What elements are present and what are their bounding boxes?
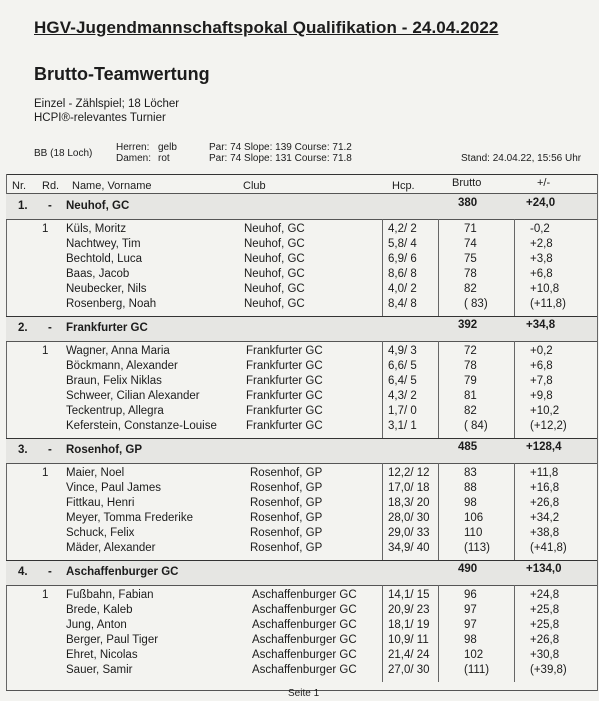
document-subtitle: Brutto-Teamwertung [34,64,210,84]
player-diff: (+41,8) [530,542,567,554]
column-divider [514,463,515,560]
player-club: Frankfurter GC [246,375,323,387]
player-club: Aschaffenburger GC [252,649,357,661]
player-name: Maier, Noel [66,467,125,479]
player-club: Neuhof, GC [244,238,305,250]
player-club: Rosenhof, GP [250,467,323,479]
player-diff: +6,8 [530,360,553,372]
player-name: Schweer, Cilian Alexander [66,390,200,402]
team-rank: 3. [18,444,28,456]
player-name: Bechtold, Luca [66,253,143,265]
player-diff: +25,8 [530,619,560,631]
header-diff: +/- [537,177,551,189]
team-name: Rosenhof, GP [66,444,143,456]
player-brutto: 88 [464,482,477,494]
player-brutto: ( 83) [464,298,488,310]
team-header-rule [6,219,597,220]
player-diff: +30,8 [530,649,560,661]
damen-rating: Par: 74 Slope: 131 Course: 71.8 [209,153,352,164]
player-club: Frankfurter GC [246,345,323,357]
player-diff: +10,2 [530,405,560,417]
player-hcp: 10,9/ 11 [388,634,429,646]
player-hcp: 6,4/ 5 [388,375,417,387]
player-name: Fittkau, Henri [66,497,135,509]
player-round: 1 [42,345,49,357]
player-name: Keferstein, Constanze-Louise [66,420,217,432]
player-name: Vince, Paul James [66,482,162,494]
team-total: 392 [458,319,478,331]
player-name: Braun, Felix Niklas [66,375,162,387]
team-diff: +128,4 [526,441,562,453]
player-hcp: 1,7/ 0 [388,405,417,417]
herren-rating: Par: 74 Slope: 139 Course: 71.2 [209,142,352,153]
player-hcp: 8,6/ 8 [388,268,417,280]
player-hcp: 8,4/ 8 [388,298,417,310]
player-name: Ehret, Nicolas [66,649,138,661]
player-hcp: 14,1/ 15 [388,589,430,601]
player-club: Neuhof, GC [244,268,305,280]
header-hcp: Hcp. [392,180,415,192]
team-rank: 2. [18,322,28,334]
player-name: Küls, Moritz [66,223,127,235]
player-club: Frankfurter GC [246,405,323,417]
player-diff: +3,8 [530,253,553,265]
player-hcp: 5,8/ 4 [388,238,417,250]
format-info: Einzel - Zählspiel; 18 Löcher [34,98,180,110]
player-hcp: 17,0/ 18 [388,482,430,494]
player-diff: +2,8 [530,238,553,250]
player-diff: +11,8 [530,467,559,479]
team-rank: 4. [18,566,28,578]
team-rank: 1. [18,200,28,212]
column-divider [438,585,439,682]
player-hcp: 4,3/ 2 [388,390,417,402]
player-diff: (+11,8) [530,298,566,310]
team-diff: +134,0 [526,563,562,575]
player-brutto: 106 [464,512,484,524]
player-diff: (+12,2) [530,420,567,432]
hcpi-info: HCPI®-relevantes Turnier [34,112,166,124]
header-brutto: Brutto [452,177,482,189]
player-brutto: 78 [464,268,477,280]
player-club: Rosenhof, GP [250,482,323,494]
player-diff: +16,8 [530,482,560,494]
player-diff: +9,8 [530,390,553,402]
herren-tee: gelb [158,142,177,153]
team-diff: +24,0 [526,197,556,209]
player-club: Aschaffenburger GC [252,619,357,631]
player-diff: +25,8 [530,604,560,616]
player-hcp: 6,6/ 5 [388,360,417,372]
team-separator [6,316,597,317]
player-hcp: 3,1/ 1 [388,420,417,432]
document-title: HGV-Jugendmannschaftspokal Qualifikation - 24.04.2022 [34,18,499,37]
team-dash: - [48,566,52,578]
team-separator [6,438,597,439]
player-brutto: 82 [464,405,477,417]
player-brutto: 74 [464,238,477,250]
player-hcp: 4,0/ 2 [388,283,417,295]
player-club: Rosenhof, GP [250,512,323,524]
player-brutto: 79 [464,375,477,387]
player-club: Aschaffenburger GC [252,664,357,676]
table-right-border [597,174,598,691]
team-total: 380 [458,197,478,209]
player-round: 1 [42,223,49,235]
player-club: Rosenhof, GP [250,527,323,539]
stand-timestamp: Stand: 24.04.22, 15:56 Uhr [461,153,582,164]
player-hcp: 27,0/ 30 [388,664,430,676]
player-hcp: 4,2/ 2 [388,223,417,235]
player-diff: -0,2 [530,223,550,235]
column-divider [382,341,383,438]
player-brutto: 102 [464,649,484,661]
column-divider [382,463,383,560]
team-total: 490 [458,563,478,575]
column-divider [382,585,383,682]
player-brutto: 75 [464,253,477,265]
player-hcp: 20,9/ 23 [388,604,430,616]
player-diff: +10,8 [530,283,560,295]
player-hcp: 12,2/ 12 [388,467,430,479]
player-name: Fußbahn, Fabian [66,589,154,601]
column-divider [438,463,439,560]
herren-label: Herren: [116,142,150,153]
player-diff: +38,8 [530,527,560,539]
header-club: Club [243,180,266,192]
player-name: Meyer, Tomma Frederike [66,512,193,524]
damen-tee: rot [158,153,170,164]
column-divider [514,585,515,682]
player-club: Rosenhof, GP [250,497,323,509]
team-total: 485 [458,441,478,453]
team-dash: - [48,200,52,212]
column-divider [382,219,383,316]
player-brutto: 96 [464,589,477,601]
player-name: Wagner, Anna Maria [66,345,170,357]
player-brutto: 98 [464,497,477,509]
player-brutto: 98 [464,634,477,646]
team-dash: - [48,322,52,334]
player-diff: +24,8 [530,589,560,601]
team-dash: - [48,444,52,456]
team-name: Frankfurter GC [66,322,148,334]
table-top-rule [6,174,597,175]
page-number: Seite 1 [288,688,320,699]
player-club: Frankfurter GC [246,420,323,432]
player-diff: +6,8 [530,268,553,280]
player-round: 1 [42,467,49,479]
player-hcp: 6,9/ 6 [388,253,417,265]
player-name: Berger, Paul Tiger [66,634,159,646]
team-header-rule [6,463,597,464]
player-club: Aschaffenburger GC [252,634,357,646]
table-left-border [6,174,7,691]
damen-label: Damen: [116,153,152,164]
player-club: Neuhof, GC [244,223,305,235]
player-brutto: 82 [464,283,477,295]
player-name: Schuck, Felix [66,527,135,539]
column-divider [438,219,439,316]
team-name: Neuhof, GC [66,200,130,212]
player-brutto: 78 [464,360,477,372]
player-name: Teckentrup, Allegra [66,405,164,417]
player-name: Brede, Kaleb [66,604,133,616]
player-diff: (+39,8) [530,664,567,676]
player-hcp: 28,0/ 30 [388,512,430,524]
player-brutto: (111) [464,664,490,676]
player-club: Frankfurter GC [246,360,323,372]
team-header-rule [6,585,597,586]
player-brutto: ( 84) [464,420,488,432]
player-brutto: 81 [464,390,477,402]
player-diff: +26,8 [530,497,560,509]
player-name: Rosenberg, Noah [66,298,157,310]
player-hcp: 29,0/ 33 [388,527,430,539]
player-name: Neubecker, Nils [66,283,147,295]
player-club: Rosenhof, GP [250,542,323,554]
team-separator [6,560,597,561]
course-name: BB (18 Loch) [34,148,93,159]
team-diff: +34,8 [526,319,556,331]
player-club: Neuhof, GC [244,283,305,295]
player-brutto: (113) [464,542,490,554]
player-club: Aschaffenburger GC [252,589,357,601]
player-name: Böckmann, Alexander [66,360,178,372]
player-club: Frankfurter GC [246,390,323,402]
team-header-rule [6,341,597,342]
player-club: Neuhof, GC [244,298,305,310]
player-club: Aschaffenburger GC [252,604,357,616]
column-divider [514,219,515,316]
player-brutto: 97 [464,619,477,631]
player-name: Nachtwey, Tim [66,238,141,250]
player-club: Neuhof, GC [244,253,305,265]
player-diff: +26,8 [530,634,560,646]
column-divider [438,341,439,438]
player-brutto: 83 [464,467,477,479]
header-nr: Nr. [12,180,27,192]
player-name: Sauer, Samir [66,664,133,676]
player-brutto: 97 [464,604,477,616]
player-name: Baas, Jacob [66,268,130,280]
player-hcp: 21,4/ 24 [388,649,430,661]
player-name: Jung, Anton [66,619,127,631]
player-hcp: 18,3/ 20 [388,497,430,509]
column-divider [514,341,515,438]
player-diff: +34,2 [530,512,560,524]
player-hcp: 34,9/ 40 [388,542,430,554]
player-round: 1 [42,589,49,601]
header-name: Name, Vorname [72,180,152,192]
player-brutto: 110 [464,527,483,539]
player-name: Mäder, Alexander [66,542,156,554]
header-rd: Rd. [42,180,60,192]
player-brutto: 72 [464,345,477,357]
player-brutto: 71 [464,223,477,235]
player-diff: +7,8 [530,375,553,387]
player-hcp: 4,9/ 3 [388,345,417,357]
team-name: Aschaffenburger GC [66,566,179,578]
player-hcp: 18,1/ 19 [388,619,430,631]
player-diff: +0,2 [530,345,553,357]
